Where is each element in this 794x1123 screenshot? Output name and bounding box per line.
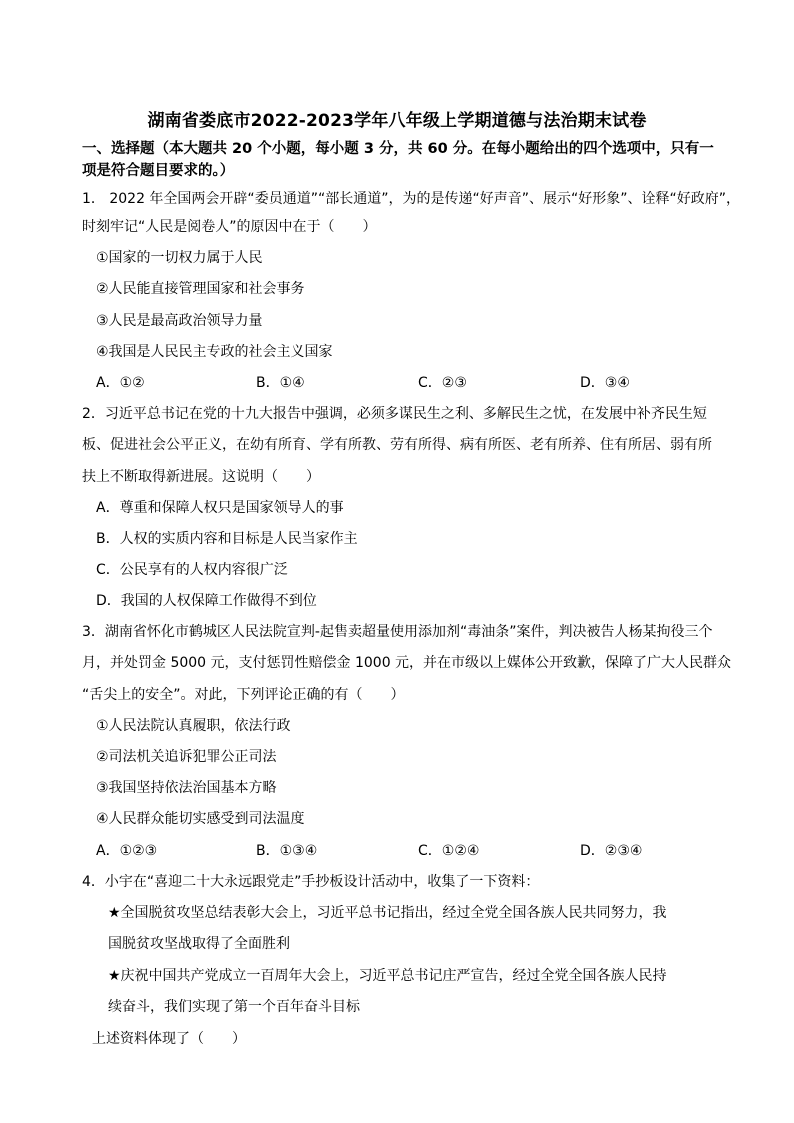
question-3-item-2: ②司法机关追诉犯罪公正司法	[96, 749, 277, 765]
question-1-stem-line-1: 1． 2022 年全国两会开辟“委员通道”“部长通道”，为的是传递“好声音”、展示“好形象”、诠释“好政府”，	[82, 191, 740, 207]
question-3-stem-line-1: 3．湖南省怀化市鹤城区人民法院宣判-起售卖超量使用添加剂“毒油条”案件，判决被告人杨某拘役三个	[82, 624, 713, 640]
question-3-option-b[interactable]: B．①③④	[256, 843, 318, 859]
question-1-option-c[interactable]: C．②③	[418, 375, 467, 391]
question-1-item-4: ④我国是人民民主专政的社会主义国家	[96, 344, 333, 360]
question-4-material-1-line-2: 国脱贫攻坚战取得了全面胜利	[108, 936, 290, 952]
question-3-option-c[interactable]: C．①②④	[418, 843, 480, 859]
question-4-prompt: 上述资料体现了（ ）	[92, 1031, 246, 1047]
page-title: 湖南省娄底市2022-2023学年八年级上学期道德与法治期末试卷	[147, 111, 647, 131]
question-4-material-2-line-1: ★庆祝中国共产党成立一百周年大会上，习近平总书记庄严宣告，经过全党全国各族人民持	[108, 968, 667, 984]
question-3-stem-line-2: 月，并处罚金 5000 元，支付惩罚性赔偿金 1000 元，并在市级以上媒体公开致歉，保障了广大人民群众	[82, 655, 732, 671]
question-1-option-b[interactable]: B．①④	[256, 375, 305, 391]
question-1-option-d[interactable]: D．③④	[580, 375, 630, 391]
question-2-stem-line-1: 2．习近平总书记在党的十九大报告中强调，必须多谋民生之利、多解民生之忧，在发展中补齐民生短	[82, 406, 707, 422]
question-2-stem-line-3: 扶上不断取得新进展。这说明（ ）	[82, 469, 320, 485]
section-heading-line-2: 项是符合题目要求的。）	[82, 163, 235, 179]
question-1-stem-line-2: 时刻牢记“人民是阅卷人”的原因中在于（ ）	[82, 219, 377, 235]
question-1-item-1: ①国家的一切权力属于人民	[96, 250, 263, 266]
question-1-item-2: ②人民能直接管理国家和社会事务	[96, 281, 305, 297]
question-2-stem-line-2: 板、促进社会公平正义，在幼有所育、学有所教、劳有所得、病有所医、老有所养、住有所居、弱有所	[82, 437, 712, 453]
question-2-option-b[interactable]: B．人权的实质内容和目标是人民当家作主	[96, 531, 358, 547]
question-2-option-c[interactable]: C．公民享有的人权内容很广泛	[96, 562, 288, 578]
question-4-material-2-line-2: 续奋斗，我们实现了第一个百年奋斗目标	[108, 999, 360, 1015]
question-3-stem-line-3: “舌尖上的安全”。对此，下列评论正确的有（ ）	[82, 687, 405, 703]
question-1-item-3: ③人民是最高政治领导力量	[96, 313, 263, 329]
question-1-option-a[interactable]: A．①②	[96, 375, 145, 391]
question-3-item-1: ①人民法院认真履职，依法行政	[96, 718, 291, 734]
question-4-stem: 4．小宇在“喜迎二十大永远跟党走”手抄板设计活动中，收集了一下资料：	[82, 874, 540, 890]
question-3-item-4: ④人民群众能切实感受到司法温度	[96, 811, 305, 827]
question-2-option-a[interactable]: A．尊重和保障人权只是国家领导人的事	[96, 500, 344, 516]
question-3-item-3: ③我国坚持依法治国基本方略	[96, 780, 277, 796]
question-4-material-1-line-1: ★全国脱贫攻坚总结表彰大会上，习近平总书记指出，经过全党全国各族人民共同努力，我	[108, 905, 667, 921]
question-3-option-a[interactable]: A．①②③	[96, 843, 158, 859]
question-3-option-d[interactable]: D．②③④	[580, 843, 643, 859]
question-2-option-d[interactable]: D．我国的人权保障工作做得不到位	[96, 593, 317, 609]
section-heading-line-1: 一、选择题（本大题共 20 个小题，每小题 3 分，共 60 分。在每小题给出的四个选项中，只有一	[82, 141, 714, 157]
